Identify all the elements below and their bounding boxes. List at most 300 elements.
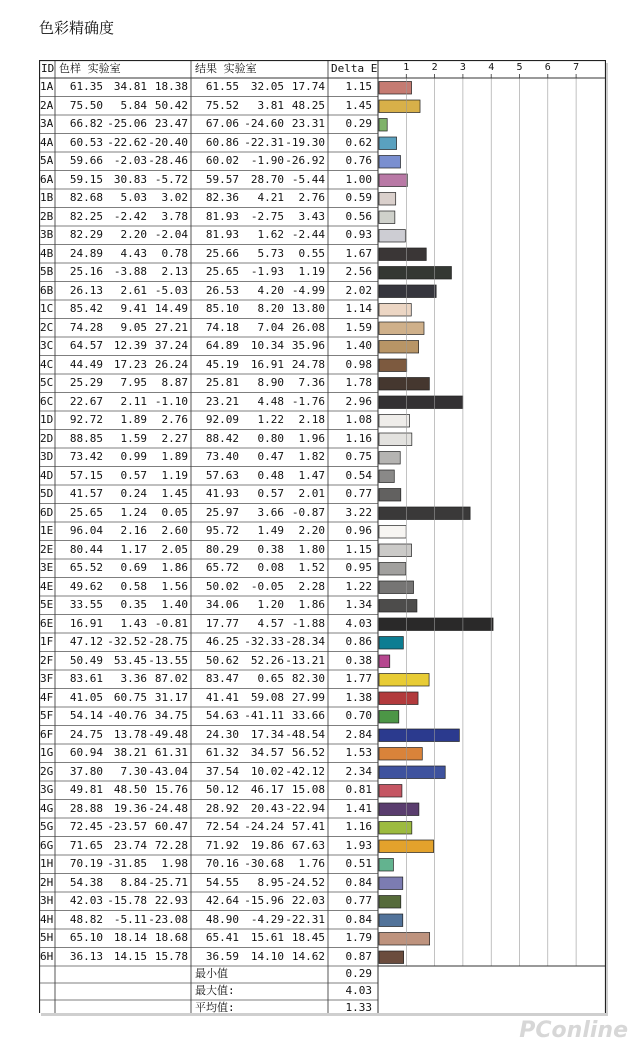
sample-lab-value: 42.03 <box>69 894 103 907</box>
delta-e-value: 1.00 <box>345 172 372 186</box>
sample-lab-value: 59.15 <box>69 172 103 186</box>
delta-e-value: 0.75 <box>345 450 372 463</box>
result-lab-value: 1.82 <box>298 450 325 463</box>
x-tick-label: 1 <box>403 62 410 73</box>
summary-label: 平均值: <box>195 1001 235 1014</box>
result-lab-value: 72.54 <box>205 820 239 833</box>
delta-e-bar <box>379 581 414 594</box>
result-lab-value: 85.10 <box>205 302 239 315</box>
result-lab-value: -22.31 <box>285 912 325 926</box>
delta-e-bar <box>379 156 401 169</box>
result-lab-value: 48.25 <box>291 98 325 112</box>
result-lab-value: 14.62 <box>291 949 325 963</box>
result-lab-value: -15.96 <box>244 894 284 907</box>
delta-e-value: 1.22 <box>345 579 372 593</box>
sample-lab-value: 25.65 <box>69 505 103 519</box>
result-lab-value: -2.75 <box>250 209 284 223</box>
delta-e-value: 2.02 <box>345 283 372 297</box>
delta-e-value: 0.76 <box>345 154 372 167</box>
sample-lab-value: 47.12 <box>69 635 103 648</box>
result-lab-value: 45.19 <box>205 357 239 371</box>
result-lab-value: 2.20 <box>298 524 325 537</box>
row-id: 3A <box>40 117 54 130</box>
result-lab-value: 32.05 <box>250 80 284 93</box>
sample-lab-value: -5.03 <box>154 283 188 297</box>
sample-lab-value: 25.29 <box>69 376 103 389</box>
delta-e-bar <box>379 711 399 724</box>
sample-lab-value: 7.30 <box>120 764 147 778</box>
result-lab-value: 1.80 <box>298 542 325 556</box>
sample-lab-value: 2.76 <box>161 413 188 426</box>
result-lab-value: 3.66 <box>257 505 284 519</box>
sample-lab-value: 18.14 <box>113 931 147 944</box>
result-lab-value: -0.05 <box>250 579 284 593</box>
result-lab-value: 8.20 <box>257 302 284 315</box>
result-lab-value: 81.93 <box>205 209 239 223</box>
delta-e-value: 0.54 <box>345 468 372 482</box>
row-id: 5B <box>40 265 54 278</box>
sample-lab-value: 3.02 <box>161 191 188 204</box>
delta-e-value: 1.77 <box>345 672 372 685</box>
result-lab-value: 0.80 <box>257 431 284 445</box>
delta-e-value: 1.67 <box>345 246 372 260</box>
row-id: 2E <box>40 542 54 556</box>
result-lab-value: 3.43 <box>298 209 325 223</box>
header-id: ID <box>41 62 55 75</box>
delta-e-value: 0.84 <box>345 875 372 889</box>
result-lab-value: -19.30 <box>285 135 325 149</box>
delta-e-value: 1.14 <box>345 302 372 315</box>
result-lab-value: 3.81 <box>257 98 284 112</box>
delta-e-bar <box>379 470 394 483</box>
sample-lab-value: 18.68 <box>154 931 188 944</box>
sample-lab-value: 41.05 <box>69 690 103 704</box>
result-lab-value: 52.26 <box>250 653 284 667</box>
sample-lab-value: 1.40 <box>161 598 188 611</box>
result-lab-value: 82.30 <box>291 672 325 685</box>
sample-lab-value: 1.59 <box>120 431 147 445</box>
page-title: 色彩精确度 <box>39 19 115 37</box>
sample-lab-value: 26.24 <box>154 357 188 371</box>
delta-e-bar <box>379 489 401 502</box>
sample-lab-value: 49.81 <box>69 783 103 796</box>
sample-lab-value: 24.75 <box>69 727 103 741</box>
result-lab-value: 41.41 <box>205 690 239 704</box>
result-lab-value: 1.20 <box>257 598 284 611</box>
result-lab-value: 48.90 <box>205 912 239 926</box>
result-lab-value: 23.31 <box>291 117 325 130</box>
delta-e-value: 1.08 <box>345 413 372 426</box>
result-lab-value: 1.76 <box>298 857 325 870</box>
result-lab-value: 5.73 <box>257 246 284 260</box>
sample-lab-value: 4.43 <box>120 246 147 260</box>
result-lab-value: 34.57 <box>250 746 284 759</box>
sample-lab-value: 28.88 <box>69 801 103 815</box>
sample-lab-value: 37.80 <box>69 764 103 778</box>
delta-e-value: 0.29 <box>345 117 372 130</box>
delta-e-value: 0.56 <box>345 209 372 223</box>
sample-lab-value: 3.78 <box>161 209 188 223</box>
result-lab-value: 13.80 <box>291 302 325 315</box>
result-lab-value: -24.60 <box>244 117 284 130</box>
sample-lab-value: 73.42 <box>69 450 103 463</box>
delta-e-value: 1.38 <box>345 690 372 704</box>
result-lab-value: 26.08 <box>291 320 325 334</box>
sample-lab-value: 15.78 <box>154 949 188 963</box>
row-id: 6B <box>40 283 54 297</box>
result-lab-value: 14.10 <box>250 949 284 963</box>
sample-lab-value: 0.05 <box>161 505 188 519</box>
result-lab-value: -42.12 <box>285 764 325 778</box>
delta-e-bar <box>379 211 395 224</box>
result-lab-value: 50.62 <box>205 653 239 667</box>
delta-e-value: 2.84 <box>345 727 372 741</box>
result-lab-value: 0.08 <box>257 561 284 574</box>
row-id: 3C <box>40 339 54 352</box>
sample-lab-value: 54.38 <box>69 875 103 889</box>
summary-label: 最大值: <box>195 984 235 997</box>
sample-lab-value: 85.42 <box>69 302 103 315</box>
result-lab-value: -22.94 <box>285 801 325 815</box>
sample-lab-value: -32.52 <box>107 635 147 648</box>
result-lab-value: 34.06 <box>205 598 239 611</box>
row-id: 1C <box>40 302 54 315</box>
sample-lab-value: 88.85 <box>69 431 103 445</box>
x-tick-label: 4 <box>488 62 495 73</box>
result-lab-value: -48.54 <box>285 727 325 741</box>
delta-e-bar <box>379 452 400 465</box>
sample-lab-value: 30.83 <box>113 172 147 186</box>
result-lab-value: 0.47 <box>257 450 284 463</box>
row-id: 5F <box>40 709 54 722</box>
sample-lab-value: 41.57 <box>69 487 103 500</box>
sample-lab-value: -43.04 <box>148 764 188 778</box>
sample-lab-value: -24.48 <box>148 801 188 815</box>
sample-lab-value: 72.45 <box>69 820 103 833</box>
sample-lab-value: 65.52 <box>69 561 103 574</box>
row-id: 2F <box>40 653 54 667</box>
sample-lab-value: -28.75 <box>148 635 188 648</box>
result-lab-value: 50.12 <box>205 783 239 796</box>
delta-e-bar <box>379 248 426 261</box>
result-lab-value: 18.45 <box>291 931 325 944</box>
result-lab-value: 46.25 <box>205 635 239 648</box>
result-lab-value: 1.49 <box>257 524 284 537</box>
result-lab-value: -28.34 <box>285 635 325 648</box>
sample-lab-value: 34.81 <box>113 80 147 93</box>
sample-lab-value: 75.50 <box>69 98 103 112</box>
delta-e-bar <box>379 137 397 150</box>
result-lab-value: -1.76 <box>291 394 325 408</box>
sample-lab-value: 2.61 <box>120 283 147 297</box>
sample-lab-value: 0.57 <box>120 468 147 482</box>
result-lab-value: -41.11 <box>244 709 284 722</box>
sample-lab-value: 80.44 <box>69 542 103 556</box>
result-lab-value: 67.06 <box>205 117 239 130</box>
row-id: 2A <box>40 98 54 112</box>
sample-lab-value: 1.24 <box>120 505 147 519</box>
delta-e-value: 0.98 <box>345 357 372 371</box>
result-lab-value: 0.55 <box>298 246 325 260</box>
row-id: 4G <box>40 801 54 815</box>
sample-lab-value: -13.55 <box>148 653 188 667</box>
row-id: 6G <box>40 838 54 852</box>
summary-value: 1.33 <box>345 1001 372 1014</box>
result-lab-value: 2.76 <box>298 191 325 204</box>
sample-lab-value: 37.24 <box>154 339 188 352</box>
delta-e-value: 1.78 <box>345 376 372 389</box>
delta-e-bar <box>379 951 404 964</box>
sample-lab-value: 0.69 <box>120 561 147 574</box>
delta-e-value: 0.51 <box>345 857 372 870</box>
delta-e-bar <box>379 119 387 132</box>
row-id: 3F <box>40 672 54 685</box>
watermark-logo: PConline <box>519 1018 628 1043</box>
sample-lab-value: 96.04 <box>69 524 103 537</box>
result-lab-value: 46.17 <box>250 783 284 796</box>
result-lab-value: 83.47 <box>205 672 239 685</box>
row-id: 3E <box>40 561 54 574</box>
result-lab-value: 28.92 <box>205 801 239 815</box>
delta-e-bar <box>379 193 396 206</box>
sample-lab-value: 59.66 <box>69 154 103 167</box>
sample-lab-value: 48.50 <box>113 783 147 796</box>
sample-lab-value: 5.03 <box>120 191 147 204</box>
row-id: 3B <box>40 228 54 241</box>
sample-lab-value: 54.14 <box>69 709 103 722</box>
row-id: 3D <box>40 450 54 463</box>
row-id: 2H <box>40 875 54 889</box>
delta-e-bar <box>379 859 393 872</box>
result-lab-value: 25.66 <box>205 246 239 260</box>
result-lab-value: 56.52 <box>291 746 325 759</box>
result-lab-value: 50.02 <box>205 579 239 593</box>
result-lab-value: 59.57 <box>205 172 239 186</box>
sample-lab-value: -2.42 <box>113 209 147 223</box>
sample-lab-value: 87.02 <box>154 672 188 685</box>
result-lab-value: -13.21 <box>285 653 325 667</box>
row-id: 3H <box>40 894 54 907</box>
row-id: 5C <box>40 376 54 389</box>
x-tick-label: 2 <box>431 62 438 73</box>
result-lab-value: 17.34 <box>250 727 284 741</box>
result-lab-value: 1.47 <box>298 468 325 482</box>
delta-e-value: 2.96 <box>345 394 372 408</box>
result-lab-value: 15.61 <box>250 931 284 944</box>
result-lab-value: 59.08 <box>250 690 284 704</box>
result-lab-value: 82.36 <box>205 191 239 204</box>
sample-lab-value: 66.82 <box>69 117 103 130</box>
row-id: 1H <box>40 857 54 870</box>
result-lab-value: -1.93 <box>250 265 284 278</box>
sample-lab-value: 60.94 <box>69 746 103 759</box>
delta-e-bar <box>379 544 412 557</box>
result-lab-value: 92.09 <box>205 413 239 426</box>
sample-lab-value: 18.38 <box>154 80 188 93</box>
delta-e-bar <box>379 655 390 668</box>
sample-lab-value: 44.49 <box>69 357 103 371</box>
sample-lab-value: 1.17 <box>120 542 147 556</box>
sample-lab-value: 17.23 <box>113 357 147 371</box>
delta-e-value: 1.16 <box>345 431 372 445</box>
result-lab-value: 0.57 <box>257 487 284 500</box>
result-lab-value: 22.03 <box>291 894 325 907</box>
sample-lab-value: 57.15 <box>69 468 103 482</box>
delta-e-bar <box>379 230 405 243</box>
delta-e-bar <box>379 267 451 280</box>
sample-lab-value: -49.48 <box>148 727 188 741</box>
result-lab-value: 33.66 <box>291 709 325 722</box>
delta-e-bar <box>379 600 417 613</box>
delta-e-bar <box>379 637 403 650</box>
sample-lab-value: 2.11 <box>120 394 147 408</box>
result-lab-value: 8.95 <box>257 875 284 889</box>
sample-lab-value: 16.91 <box>69 616 103 630</box>
sample-lab-value: 60.47 <box>154 820 188 833</box>
result-lab-value: -32.33 <box>244 635 284 648</box>
sample-lab-value: 1.98 <box>161 857 188 870</box>
delta-e-value: 1.93 <box>345 838 372 852</box>
result-lab-value: 0.38 <box>257 542 284 556</box>
row-id: 5A <box>40 154 54 167</box>
sample-lab-value: -2.03 <box>113 154 147 167</box>
sample-lab-value: 22.67 <box>69 394 103 408</box>
sample-lab-value: -23.57 <box>107 820 147 833</box>
row-id: 6D <box>40 505 54 519</box>
sample-lab-value: 74.28 <box>69 320 103 334</box>
sample-lab-value: -20.40 <box>148 135 188 149</box>
result-lab-value: 1.62 <box>257 228 284 241</box>
sample-lab-value: 64.57 <box>69 339 103 352</box>
result-lab-value: 67.63 <box>291 838 325 852</box>
sample-lab-value: 0.35 <box>120 598 147 611</box>
sample-lab-value: 2.13 <box>161 265 188 278</box>
row-id: 1G <box>40 746 54 759</box>
result-lab-value: 54.55 <box>205 875 239 889</box>
delta-e-bar <box>379 415 410 428</box>
x-tick-label: 3 <box>459 62 466 73</box>
sample-lab-value: 19.36 <box>113 801 147 815</box>
delta-e-bar <box>379 729 459 742</box>
row-id: 4B <box>40 246 54 260</box>
row-id: 3G <box>40 783 54 796</box>
sample-lab-value: 82.25 <box>69 209 103 223</box>
delta-e-bar <box>379 933 430 946</box>
result-lab-value: 74.18 <box>205 320 239 334</box>
delta-e-bar <box>379 82 412 95</box>
delta-e-bar <box>379 174 407 187</box>
sample-lab-value: 1.19 <box>161 468 188 482</box>
summary-label: 最小值 <box>195 967 228 980</box>
result-lab-value: 25.97 <box>205 505 239 519</box>
sample-lab-value: 1.89 <box>161 450 188 463</box>
sample-lab-value: 60.53 <box>69 135 103 149</box>
row-id: 6F <box>40 727 54 741</box>
result-lab-value: 1.52 <box>298 561 325 574</box>
result-lab-value: 35.96 <box>291 339 325 352</box>
result-lab-value: 27.99 <box>291 690 325 704</box>
sample-lab-value: 31.17 <box>154 690 188 704</box>
x-tick-label: 5 <box>516 62 523 73</box>
result-lab-value: 4.20 <box>257 283 284 297</box>
sample-lab-value: 61.35 <box>69 80 103 93</box>
delta-e-value: 1.45 <box>345 98 372 112</box>
result-lab-value: -26.92 <box>285 154 325 167</box>
sample-lab-value: 2.05 <box>161 542 188 556</box>
row-id: 4A <box>40 135 54 149</box>
delta-e-value: 1.16 <box>345 820 372 833</box>
delta-e-bar <box>379 507 470 520</box>
sample-lab-value: -5.72 <box>154 172 188 186</box>
sample-lab-value: 0.78 <box>161 246 188 260</box>
result-lab-value: 73.40 <box>205 450 239 463</box>
sample-lab-value: 24.89 <box>69 246 103 260</box>
row-id: 1A <box>40 80 54 93</box>
header-sample-lab: 色样 实验室 <box>59 62 121 75</box>
delta-e-value: 0.77 <box>345 894 372 907</box>
delta-e-value: 0.86 <box>345 635 372 648</box>
result-lab-value: 36.59 <box>205 949 239 963</box>
sample-lab-value: 12.39 <box>113 339 147 352</box>
result-lab-value: 20.43 <box>250 801 284 815</box>
result-lab-value: -1.88 <box>291 616 325 630</box>
sample-lab-value: 25.16 <box>69 265 103 278</box>
row-id: 5G <box>40 820 54 833</box>
result-lab-value: 65.41 <box>205 931 239 944</box>
x-tick-label: 7 <box>573 62 580 73</box>
result-lab-value: 71.92 <box>205 838 239 852</box>
row-id: 2G <box>40 764 54 778</box>
sample-lab-value: 0.58 <box>120 579 147 593</box>
sample-lab-value: 71.65 <box>69 838 103 852</box>
sample-lab-value: 1.56 <box>161 579 188 593</box>
result-lab-value: -5.44 <box>291 172 325 186</box>
result-lab-value: 26.53 <box>205 283 239 297</box>
sample-lab-value: -25.06 <box>107 117 147 130</box>
delta-e-bar <box>379 322 424 335</box>
delta-e-value: 0.62 <box>345 135 372 149</box>
result-lab-value: 2.28 <box>298 579 325 593</box>
result-lab-value: 0.65 <box>257 672 284 685</box>
row-id: 2D <box>40 431 54 445</box>
result-lab-value: 2.01 <box>298 487 325 500</box>
delta-e-value: 2.34 <box>345 764 372 778</box>
result-lab-value: 61.32 <box>205 746 239 759</box>
sample-lab-value: -28.46 <box>148 154 188 167</box>
sample-lab-value: -1.10 <box>154 394 188 408</box>
delta-e-bar <box>379 766 445 779</box>
sample-lab-value: 1.89 <box>120 413 147 426</box>
sample-lab-value: 2.20 <box>120 228 147 241</box>
summary-value: 4.03 <box>345 984 372 997</box>
result-lab-value: 70.16 <box>205 857 239 870</box>
result-lab-value: 95.72 <box>205 524 239 537</box>
sample-lab-value: 22.93 <box>154 894 188 907</box>
delta-e-value: 0.87 <box>345 949 372 963</box>
row-id: 1F <box>40 635 54 648</box>
delta-e-bar <box>379 341 419 354</box>
sample-lab-value: 23.47 <box>154 117 188 130</box>
delta-e-value: 1.41 <box>345 801 372 815</box>
result-lab-value: -4.99 <box>291 283 325 297</box>
sample-lab-value: -22.62 <box>107 135 147 149</box>
result-lab-value: 81.93 <box>205 228 239 241</box>
row-id: 2C <box>40 320 54 334</box>
row-id: 6C <box>40 394 54 408</box>
result-lab-value: 17.74 <box>291 80 325 93</box>
result-lab-value: -24.24 <box>244 820 284 833</box>
result-lab-value: 88.42 <box>205 431 239 445</box>
